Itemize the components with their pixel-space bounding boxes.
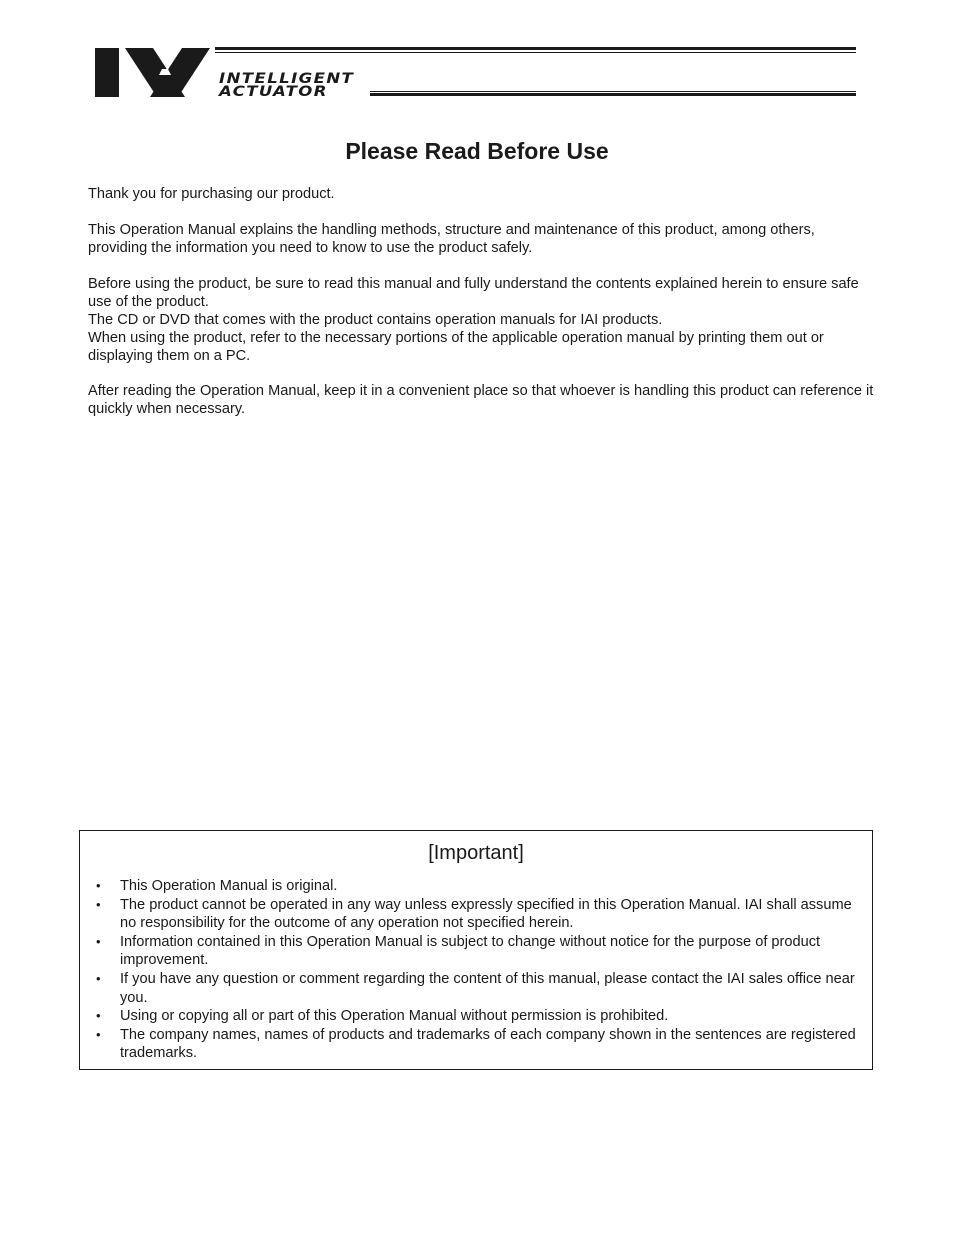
logo-rule-top-thin	[215, 52, 856, 53]
bullet-icon: •	[96, 933, 101, 949]
bullet-icon: •	[96, 1026, 101, 1042]
list-item	[96, 1026, 856, 1063]
list-item-text: Using or copying all or part of this Operation Manual without permission is prohibited.	[120, 1008, 669, 1025]
paragraph-after-reading	[88, 382, 878, 418]
list-item-text: The product cannot be operated in any way unless expressly specified in this Operation Manual. IAI shall assume no responsibility for the outcome of any operation not specified herein.	[120, 896, 852, 932]
logo-rule-bottom	[370, 93, 856, 96]
logo-rule-top	[215, 47, 856, 50]
bullet-icon: •	[96, 896, 101, 912]
logo-text-actuator: ACTUATOR	[219, 84, 328, 100]
paragraph-text: Thank you for purchasing our product.	[88, 186, 335, 202]
important-list	[96, 877, 856, 1063]
paragraph-manual-purpose	[88, 221, 878, 257]
list-item	[96, 896, 856, 933]
list-item	[96, 970, 856, 1007]
list-item-text: This Operation Manual is original.	[120, 878, 338, 894]
paragraph-thanks	[88, 185, 878, 203]
list-item-text: If you have any question or comment regarding the content of this manual, please contact the IAI sales office near you.	[120, 970, 855, 1006]
list-item	[96, 877, 856, 896]
logo-text-intelligent: INTELLIGENT	[219, 71, 355, 87]
list-item-text: The company names, names of products and trademarks of each company shown in the sentences are registered trademarks.	[120, 1026, 856, 1062]
list-item	[96, 1007, 856, 1026]
list-item-text: Information contained in this Operation Manual is subject to change without notice for the purpose of product improvement.	[120, 933, 821, 969]
bullet-icon: •	[96, 970, 101, 986]
important-notice-box	[79, 830, 873, 1070]
important-title: [Important]	[428, 842, 524, 864]
list-item	[96, 933, 856, 970]
bullet-icon: •	[96, 878, 101, 893]
logo-rule-bottom-thin	[370, 91, 856, 92]
paragraph-text-line: Before using the product, be sure to read this manual and fully understand the contents explained herein to ensure safe use of the product.	[88, 276, 859, 310]
paragraph-text-line: The CD or DVD that comes with the product contains operation manuals for IAI products.	[88, 312, 663, 328]
bullet-icon: •	[96, 1008, 101, 1024]
page-title: Please Read Before Use	[345, 138, 609, 164]
paragraph-text: After reading the Operation Manual, keep it in a convenient place so that whoever is handling this product can reference it quickly when necessary.	[88, 383, 874, 417]
paragraph-text-line: When using the product, refer to the necessary portions of the applicable operation manual by printing them out or displaying them on a PC.	[88, 330, 824, 364]
page-header	[0, 0, 954, 110]
paragraph-text: This Operation Manual explains the handling methods, structure and maintenance of this product, among others, providing the information you need to know to use the product safely.	[88, 222, 815, 256]
paragraph-before-use	[88, 275, 878, 365]
ix-logo-icon	[92, 44, 214, 100]
